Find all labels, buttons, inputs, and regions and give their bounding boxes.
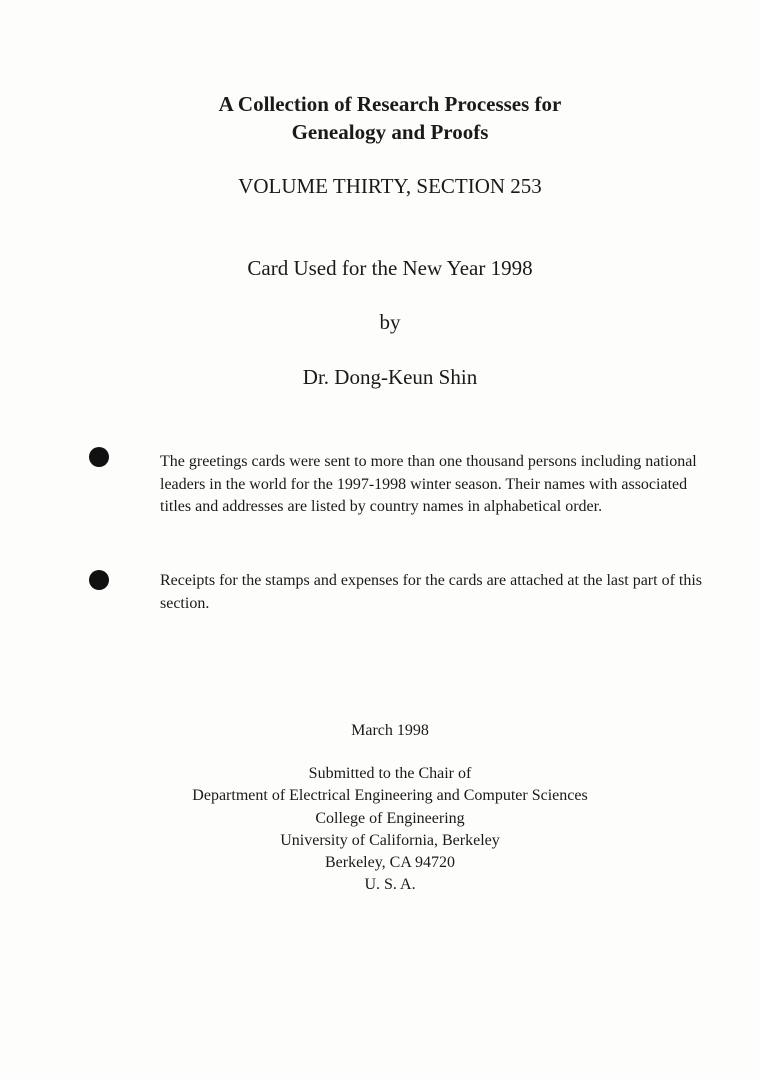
- author-name: Dr. Dong-Keun Shin: [302, 365, 478, 389]
- bullet-paragraph-1: The greetings cards were sent to more than one thousand persons including national leaders in the world for the 1997-1998 winter season. Their names with associated titles and addresses are listed by country names in alphabetical order.: [160, 453, 697, 515]
- submission-block: [0, 763, 760, 897]
- volume-heading: VOLUME THIRTY, SECTION 253: [238, 174, 542, 198]
- title-line-1: A Collection of Research Processes for: [218, 92, 562, 116]
- submission-line-4: University of California, Berkeley: [280, 831, 500, 849]
- submission-line-6: U. S. A.: [364, 876, 416, 894]
- bullet-icon: [89, 447, 109, 467]
- submission-line-2: Department of Electrical Engineering and Computer Sciences: [192, 787, 588, 805]
- card-title: Card Used for the New Year 1998: [247, 256, 533, 280]
- submission-line-1: Submitted to the Chair of: [308, 765, 472, 782]
- submission-line-5: Berkeley, CA 94720: [324, 854, 456, 872]
- title-line-2: Genealogy and Proofs: [291, 120, 489, 144]
- submission-date: March 1998: [351, 722, 429, 739]
- submission-line-3: College of Engineering: [315, 809, 465, 827]
- bullet-icon: [89, 570, 109, 590]
- bullet-paragraph-2: Receipts for the stamps and expenses for the cards are attached at the last part of this section.: [160, 572, 703, 612]
- by-line: by: [379, 310, 401, 334]
